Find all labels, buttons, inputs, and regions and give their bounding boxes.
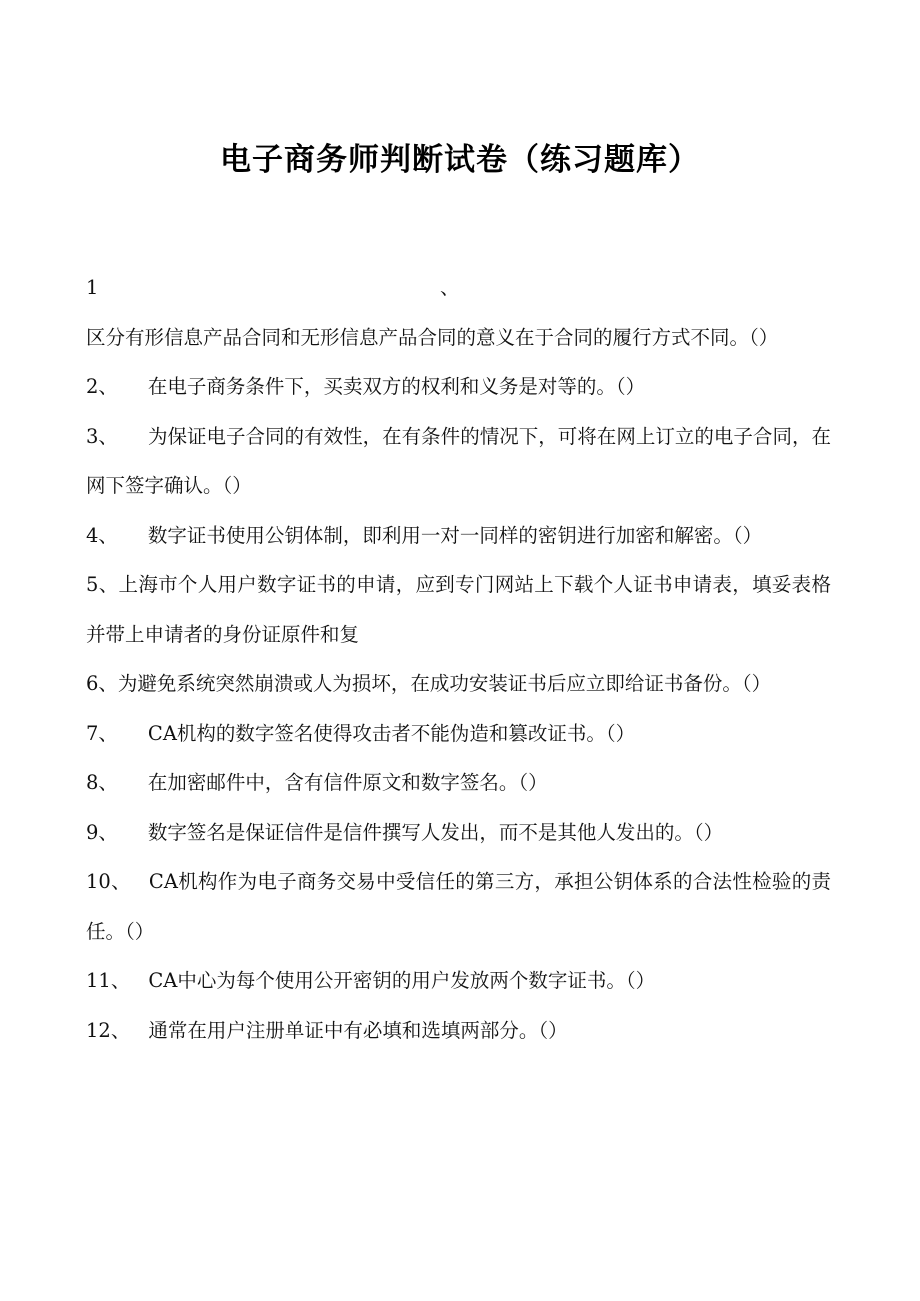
question-number: 3、 [86,424,118,448]
question-item [86,956,831,1006]
question-item [86,857,831,956]
question-item [86,808,831,858]
question-item [86,1006,831,1056]
question-number: 9、 [86,820,118,844]
page-title: 电子商务师判断试卷（练习题库） [220,142,700,178]
question-text: 区分有形信息产品合同和无形信息产品合同的意义在于合同的履行方式不同。（） [86,325,779,349]
question-item [86,263,831,362]
question-number: 7、 [86,721,118,745]
question-text: CA机构作为电子商务交易中受信任的第三方，承担公钥体系的合法性检验的责任。（） [86,870,831,943]
question-text: 通常在用户注册单证中有必填和选填两部分。（） [148,1018,568,1042]
question-item [86,362,831,412]
question-number: 8、 [86,771,118,794]
question-number: 5、 [86,573,119,596]
question-text: 为避免系统突然崩溃或人为损坏，在成功安装证书后应立即给证书备份。（） [117,672,772,695]
question-text: CA机构的数字签名使得攻击者不能伪造和篡改证书。（） [147,721,636,745]
question-number: 12、 [86,1018,131,1042]
question-text: 数字签名是保证信件是信件撰写人发出，而不是其他人发出的。（） [147,820,724,844]
question-number: 6、 [86,672,118,695]
question-text: 上海市个人用户数字证书的申请，应到专门网站上下载个人证书申请表，填妥表格并带上申请者的身份证原件和复 [86,573,831,646]
question-text: 在加密邮件中，含有信件原文和数字签名。（） [147,771,548,794]
question-item [86,709,831,759]
question-item [86,511,831,561]
question-item [86,758,831,808]
question-number: 11、 [86,969,131,992]
question-number: 2、 [86,375,118,398]
question-text: 数字证书使用公钥体制，即利用一对一同样的密钥进行加密和解密。（） [147,523,763,547]
question-list [86,263,831,1055]
question-item [86,560,831,659]
question-number: 10、 [86,870,131,893]
question-text: 在电子商务条件下，买卖双方的权利和义务是对等的。（） [147,375,646,398]
question-number: 4、 [86,523,118,547]
question-text: CA中心为每个使用公开密钥的用户发放两个数字证书。（） [148,969,656,992]
question-text: 为保证电子合同的有效性，在有条件的情况下，可将在网上订立的电子合同，在网下签字确认。（） [86,424,831,497]
question-number: 1、 [86,276,801,299]
question-item [86,659,831,709]
question-item [86,412,831,511]
